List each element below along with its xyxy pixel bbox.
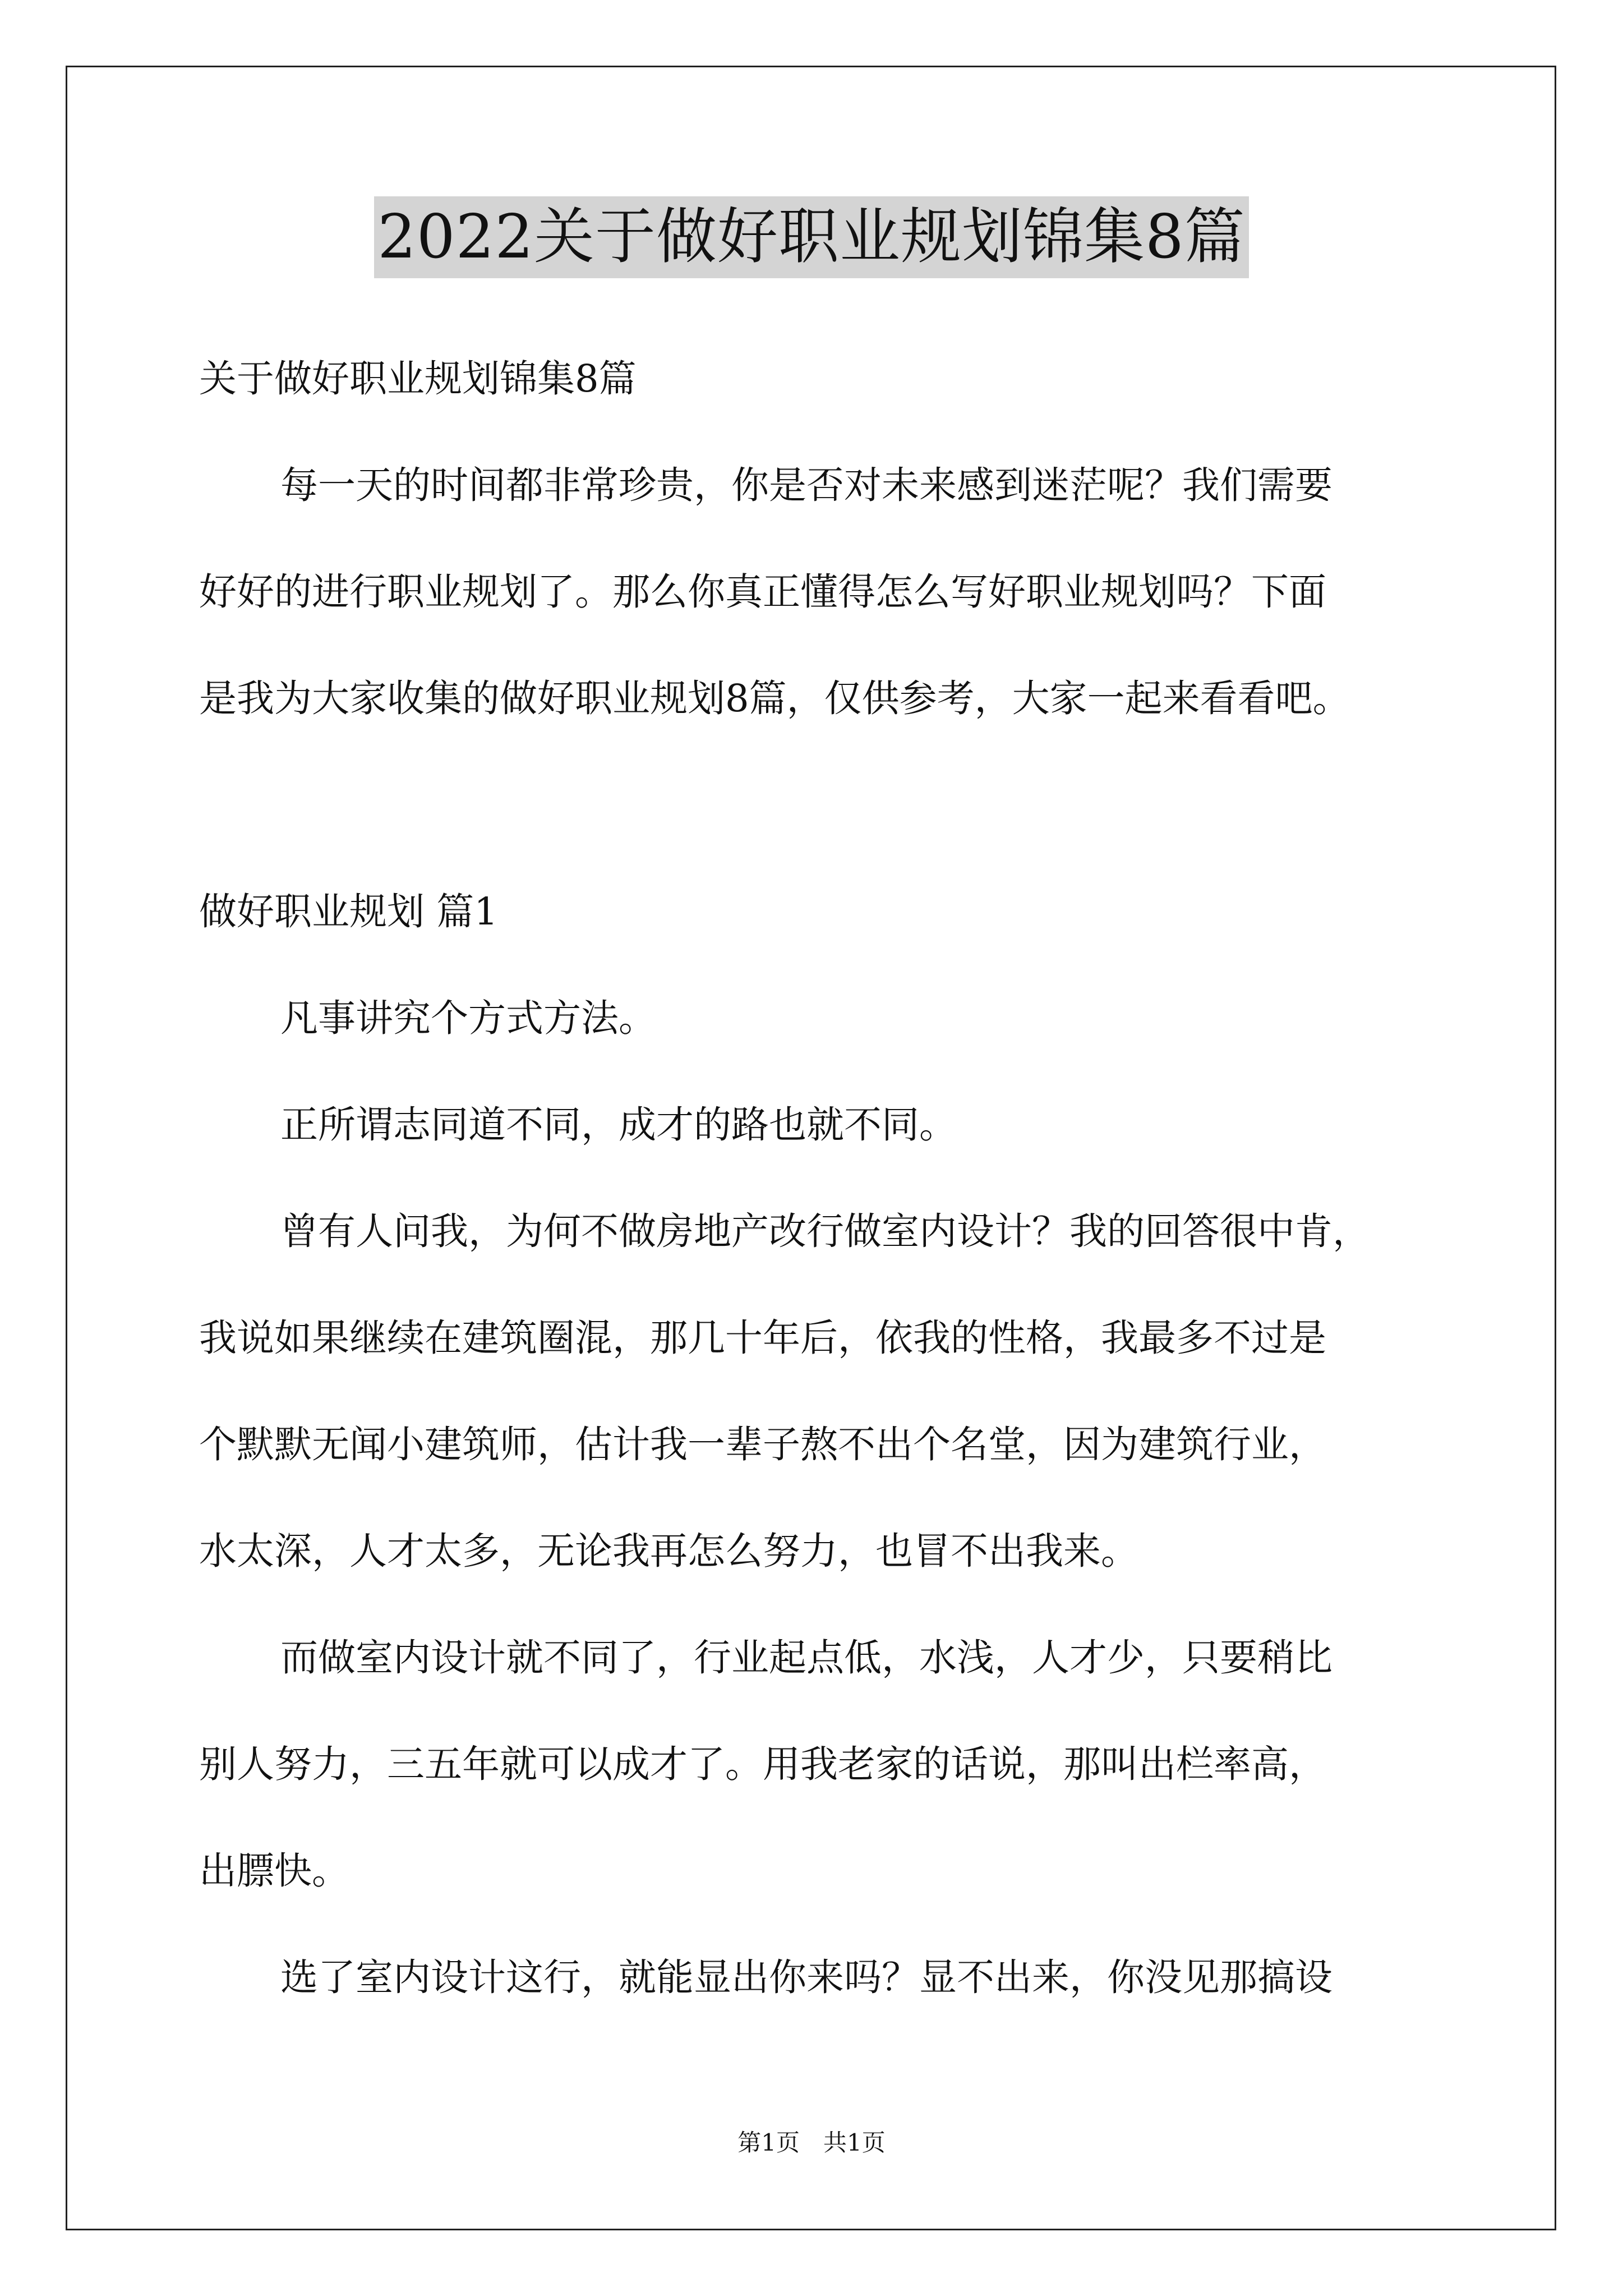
title-container: [0, 196, 1623, 278]
document-title: 2022关于做好职业规划锦集8篇: [374, 196, 1249, 278]
page-footer: 第1页 共1页: [737, 2129, 886, 2156]
paragraph-line: 选了室内设计这行，就能显出你来吗？显不出来，你没见那搞设: [280, 1955, 1332, 1999]
paragraph-line: 出膘快。: [199, 1849, 349, 1893]
subtitle-line: 关于做好职业规划锦集8篇: [199, 357, 637, 401]
paragraph-line: 正所谓志同道不同，成才的路也就不同。: [280, 1103, 957, 1147]
paragraph-line: 曾有人问我，为何不做房地产改行做室内设计？我的回答很中肯，: [280, 1209, 1370, 1253]
paragraph-line: 我说如果继续在建筑圈混，那几十年后，依我的性格，我最多不过是: [199, 1316, 1326, 1360]
paragraph-line: 是我为大家收集的做好职业规划8篇，仅供参考，大家一起来看看吧。: [199, 677, 1350, 720]
paragraph-line: 别人努力，三五年就可以成才了。用我老家的话说，那叫出栏率高，: [199, 1742, 1326, 1786]
paragraph-line: 个默默无闻小建筑师，估计我一辈子熬不出个名堂，因为建筑行业，: [199, 1423, 1326, 1466]
paragraph-line: 而做室内设计就不同了，行业起点低，水浅，人才少，只要稍比: [280, 1636, 1332, 1680]
paragraph-line: 水太深，人才太多，无论我再怎么努力，也冒不出我来。: [199, 1529, 1138, 1573]
paragraph-line: 每一天的时间都非常珍贵，你是否对未来感到迷茫呢？我们需要: [280, 463, 1332, 507]
paragraph-line: 凡事讲究个方式方法。: [280, 996, 656, 1040]
paragraph-line: 好好的进行职业规划了。那么你真正懂得怎么写好职业规划吗？下面: [199, 570, 1326, 614]
section-heading: 做好职业规划 篇1: [199, 890, 498, 933]
